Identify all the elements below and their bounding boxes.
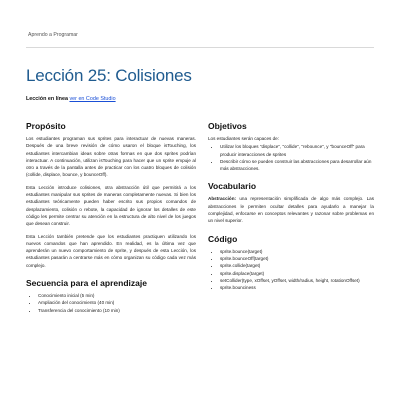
header-divider	[26, 47, 374, 48]
left-column	[26, 121, 196, 319]
purpose-heading: Propósito	[26, 121, 66, 131]
objectives-list	[208, 143, 374, 172]
sequence-item: • Transferencia del conocimiento (10 min)	[38, 307, 196, 314]
sequence-heading: Secuencia para el aprendizaje	[26, 278, 147, 289]
sequence-list	[26, 292, 196, 314]
code-studio-link[interactable]: ver en Code Studio	[69, 96, 116, 102]
objective-item: • Utilizar los bloques "displace", "collide", "rebounce", y "bounceOff" para producir interacciones de sprites	[220, 143, 374, 158]
code-item: • sprite.bounce(target)	[220, 248, 374, 255]
online-lesson-line	[26, 96, 116, 102]
code-list	[208, 248, 374, 292]
vocabulary-term: Abstracción:	[208, 196, 237, 202]
vocabulary-definition: una representación simplificada de algo más complejo. Las abstracciones le permiten ocultar detalles para ayudarlo a manejar la complejidad, enfocarse en conceptos relevantes y razonar sobre problemas en un nivel superior.	[208, 196, 374, 224]
sequence-item: • Conocimiento inicial (5 min)	[38, 292, 196, 299]
purpose-paragraph-2: Esta Lección introduce colisiones, otra abstracción útil que permitirá a los estudiantes manipular sus sprites de maneras completamente nuevas. Si bien los estudiantes teóricamente pueden haber escrito sus propios comandos de desplazamiento, colisión o rebote, la capacidad de ignorar los detalles de este código les permite centrar su atención en la estructura de alto nivel de los juegos que desean construir.	[26, 184, 196, 227]
vocabulary-heading: Vocabulario	[208, 181, 257, 192]
objectives-heading: Objetivos	[208, 121, 247, 131]
objectives-intro: Los estudiantes serán capaces de:	[208, 136, 279, 141]
code-item: • sprite.displace(target)	[220, 270, 374, 277]
code-item: • sprite.collide(target)	[220, 262, 374, 269]
lesson-title: Lección 25: Colisiones	[26, 66, 192, 85]
right-column	[208, 121, 374, 296]
purpose-paragraph-1: Los estudiantes programan sus sprites para interactuar de nuevas maneras. Después de una breve revisión de cómo usaron el bloque isTouching, los estudiantes intercambian ideas sobre otras formas en que dos sprites podrían interactuar. A continuación, utilizan isTouching para hacer que un sprite empuje al otro a través de la pantalla antes de practicar con los cuatro bloques de colisión (collide, displace, bounce, y bounceOff).	[26, 136, 196, 178]
sequence-item: • Ampliación del conocimiento (40 min)	[38, 299, 196, 306]
header-title: Aprendo a Programar	[28, 32, 78, 38]
online-lesson-label: Lección en línea	[26, 96, 68, 102]
code-heading: Código	[208, 233, 238, 244]
code-item: • sprite.bounciness	[220, 284, 374, 291]
purpose-paragraph-3: Esta Lección también pretende que los estudiantes practiquen utilizando los nuevos comandos que han aprendido. En realidad, es la última vez que aprenderán un nuevo comportamiento de sprite, y después de esta Lección, los estudiantes pasarán a centrarse más en cómo organizan su código cada vez más complejo.	[26, 233, 196, 268]
code-item: • sprite.bounceOff(target)	[220, 255, 374, 262]
objective-item: • Describir cómo se pueden construir las abstracciones para desarrollar aún más abstracciones.	[220, 158, 374, 173]
code-item: • setCollider(type, xOffset, yOffset, width/radius, height, rotationOffset)	[220, 277, 374, 284]
vocabulary-entry	[208, 195, 374, 224]
